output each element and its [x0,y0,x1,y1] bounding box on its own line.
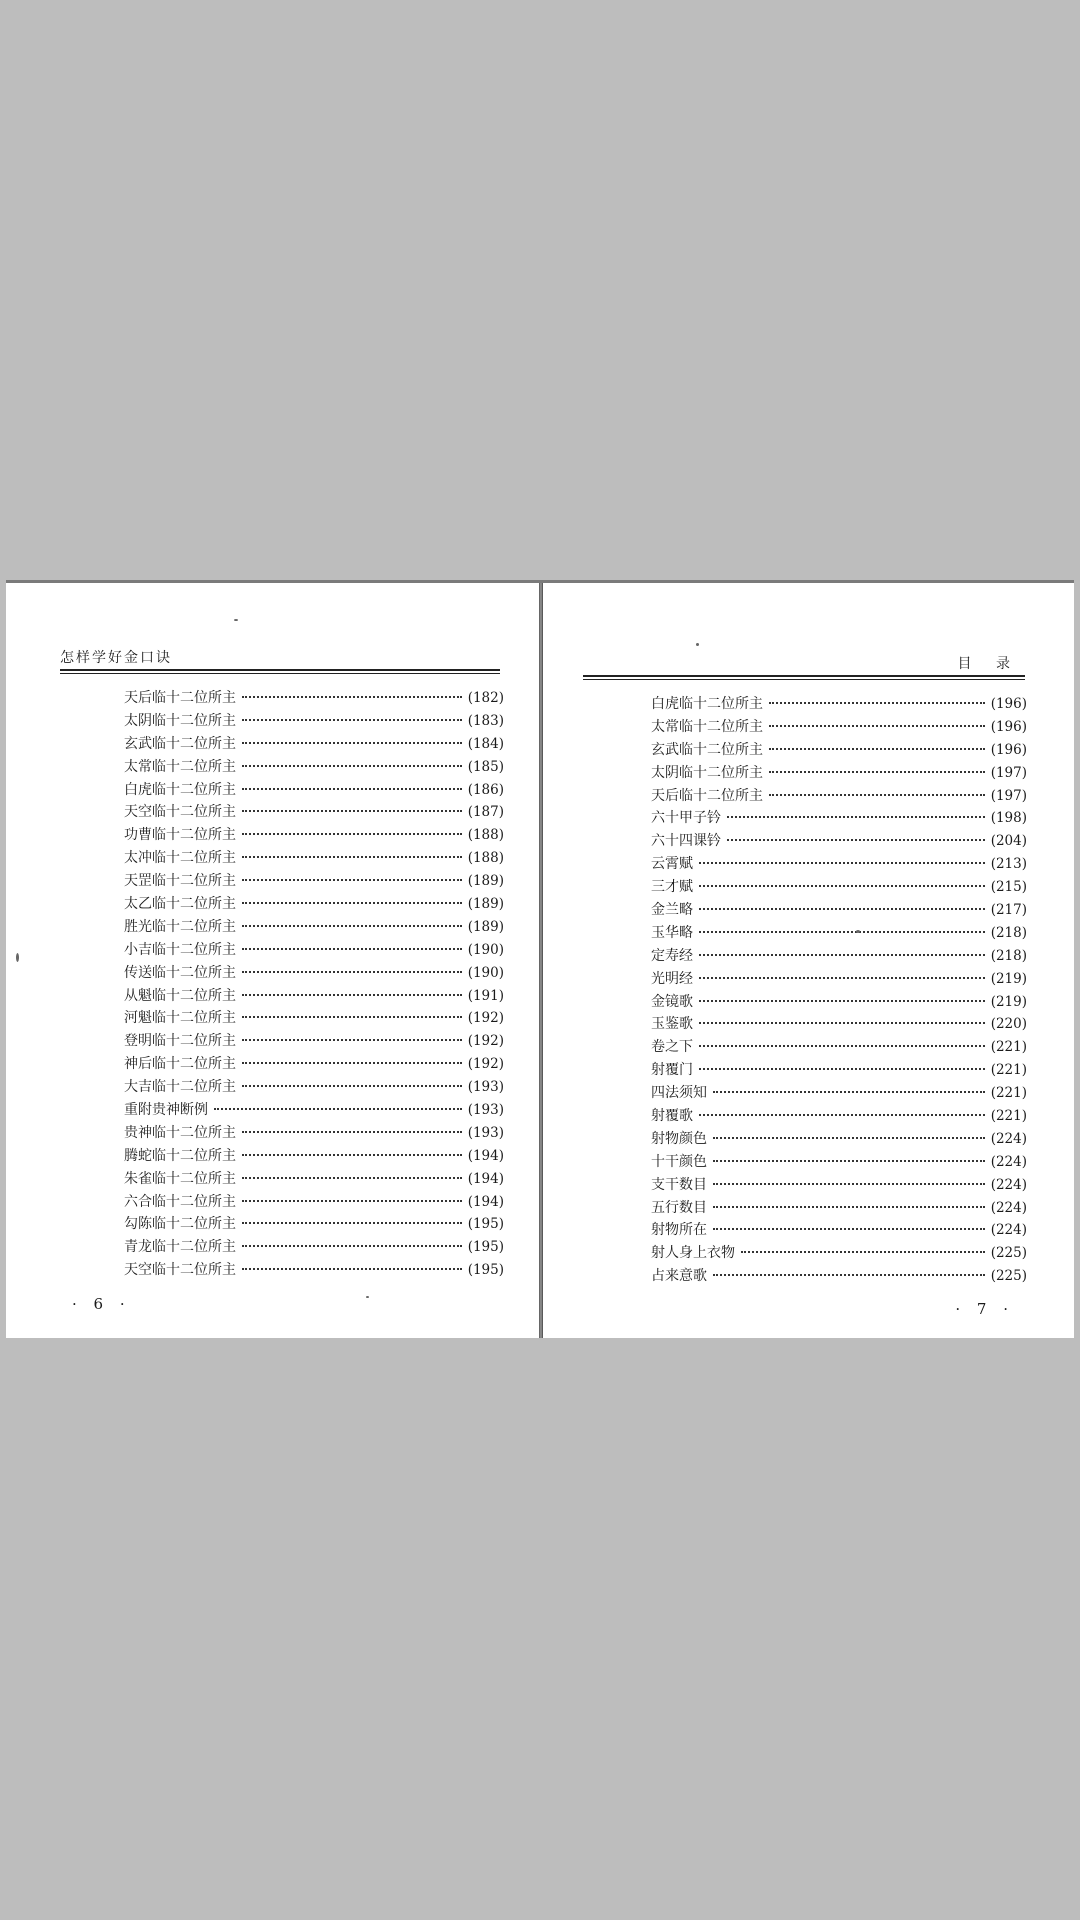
toc-entry-page: (217) [990,902,1027,919]
toc-entry-page: (185) [467,758,504,775]
toc-entry [124,1213,504,1236]
toc-entry-page: (218) [990,924,1027,941]
toc-entry-title: 射物颜色 [651,1130,707,1147]
toc-entry-page: (221) [990,1108,1027,1125]
toc-entry [651,876,1027,899]
toc-entry-title: 天后临十二位所主 [651,787,763,804]
toc-entry-title: 太常临十二位所主 [124,758,236,775]
dot-leader [699,1022,985,1024]
dot-leader [242,1222,462,1224]
toc-entry-page: (219) [990,970,1027,987]
toc-entry-page: (189) [467,918,504,935]
dot-leader [741,1251,985,1253]
toc-entry [651,1265,1027,1288]
dot-leader [713,1274,985,1276]
toc-entry-page: (193) [467,1079,504,1096]
dot-leader [242,902,462,904]
dot-leader [242,765,462,767]
toc-entry-title: 六十四课钤 [651,833,721,850]
dot-leader [242,1062,462,1064]
toc-entry-page: (224) [990,1153,1027,1170]
dot-leader [699,1068,985,1070]
toc-entry-title: 太常临十二位所主 [651,718,763,735]
toc-entry [124,733,504,756]
toc-entry [651,991,1027,1014]
toc-entry-title: 登明临十二位所主 [124,1033,236,1050]
toc-entry-title: 小吉临十二位所主 [124,941,236,958]
toc-entry-page: (195) [467,1262,504,1279]
toc-entry [651,1151,1027,1174]
toc-entry-title: 占来意歌 [651,1268,707,1285]
toc-entry [124,1030,504,1053]
toc-entry [651,1082,1027,1105]
dot-leader [242,788,462,790]
dot-leader [769,748,985,750]
toc-entry [651,1219,1027,1242]
toc-entry-title: 青龙临十二位所主 [124,1239,236,1256]
toc-entry [124,1053,504,1076]
running-head-right: 目 录 [957,656,1020,672]
dot-leader [242,971,462,973]
toc-entry [124,1122,504,1145]
dot-leader [242,810,462,812]
toc-entry-page: (224) [990,1199,1027,1216]
toc-entry [124,1145,504,1168]
toc-entry-page: (225) [990,1268,1027,1285]
toc-entry [124,939,504,962]
dot-leader [699,908,985,910]
dot-leader [242,1154,462,1156]
toc-entry-page: (192) [467,1056,504,1073]
scanned-book-spread [6,580,1074,1338]
toc-entry [651,1013,1027,1036]
dot-leader [242,1039,462,1041]
toc-entry-page: (219) [990,993,1027,1010]
toc-entry-page: (188) [467,827,504,844]
toc-entry-title: 从魁临十二位所主 [124,987,236,1004]
toc-entry-title: 天后临十二位所主 [124,690,236,706]
dot-leader [727,839,985,841]
toc-entry [651,1036,1027,1059]
toc-entry [124,1007,504,1030]
toc-entry-page: (189) [467,873,504,890]
toc-entry-title: 定寿经 [651,947,693,964]
toc-entry-page: (190) [467,941,504,958]
toc-entry-title: 贵神临十二位所主 [124,1124,236,1141]
toc-entry [651,807,1027,830]
toc-entry-title: 天罡临十二位所主 [124,873,236,890]
page-number-left: · 6 · [72,1295,131,1313]
dot-leader [242,1177,462,1179]
dot-leader [699,1045,985,1047]
dot-leader [242,1131,462,1133]
dot-leader [713,1183,985,1185]
toc-entry-title: 三才赋 [651,879,693,896]
toc-entry-page: (220) [990,1016,1027,1033]
toc-list-left [124,687,504,1282]
toc-entry-page: (196) [990,718,1027,735]
toc-entry-title: 十干颜色 [651,1153,707,1170]
toc-entry-page: (218) [990,947,1027,964]
toc-entry-title: 胜光临十二位所主 [124,918,236,935]
toc-entry-title: 重附贵神断例 [124,1102,208,1119]
dot-leader [699,954,985,956]
dot-leader [769,725,985,727]
header-rule-right [583,675,1025,680]
scan-speck [366,1296,369,1298]
toc-entry-title: 太乙临十二位所主 [124,896,236,913]
toc-entry-page: (213) [990,856,1027,873]
dot-leader [242,856,462,858]
toc-entry [124,962,504,985]
toc-entry [651,1059,1027,1082]
toc-entry-title: 金镜歌 [651,993,693,1010]
dot-leader [242,742,462,744]
toc-entry-title: 五行数目 [651,1199,707,1216]
scan-speck [856,930,860,933]
dot-leader [699,862,985,864]
toc-entry [651,853,1027,876]
dot-leader [242,1268,462,1270]
dot-leader [769,794,985,796]
toc-entry-page: (189) [467,896,504,913]
toc-entry-page: (197) [990,787,1027,804]
toc-entry-title: 六合临十二位所主 [124,1193,236,1210]
toc-entry-title: 金兰略 [651,902,693,919]
toc-entry-page: (190) [467,964,504,981]
dot-leader [713,1228,985,1230]
toc-list-right [651,693,1027,1288]
toc-entry-page: (221) [990,1039,1027,1056]
toc-entry [124,916,504,939]
toc-entry [124,847,504,870]
toc-entry [651,830,1027,853]
dot-leader [242,1085,462,1087]
toc-entry [651,1128,1027,1151]
toc-entry-page: (196) [990,741,1027,758]
dot-leader [699,885,985,887]
toc-entry-title: 白虎临十二位所主 [124,781,236,798]
toc-entry [651,739,1027,762]
toc-entry-title: 勾陈临十二位所主 [124,1216,236,1233]
toc-entry [651,899,1027,922]
toc-entry [651,785,1027,808]
toc-entry [651,968,1027,991]
toc-entry-title: 神后临十二位所主 [124,1056,236,1073]
toc-entry-page: (183) [467,712,504,729]
dot-leader [699,931,985,933]
toc-entry-title: 腾蛇临十二位所主 [124,1147,236,1164]
toc-entry-page: (187) [467,804,504,821]
toc-entry [651,716,1027,739]
toc-entry-page: (186) [467,781,504,798]
left-page [6,583,539,1338]
right-page [543,583,1074,1338]
toc-entry-page: (197) [990,764,1027,781]
toc-entry-title: 太阴临十二位所主 [124,712,236,729]
toc-entry-page: (192) [467,1010,504,1027]
toc-entry-title: 玄武临十二位所主 [651,741,763,758]
dot-leader [242,1016,462,1018]
toc-entry [124,801,504,824]
toc-entry-title: 天空临十二位所主 [124,1262,236,1279]
toc-entry [124,824,504,847]
toc-entry-title: 太阴临十二位所主 [651,764,763,781]
toc-entry-page: (195) [467,1239,504,1256]
scan-speck [16,953,19,962]
toc-entry-title: 云霄赋 [651,856,693,873]
toc-entry-title: 四法须知 [651,1085,707,1102]
toc-entry-title: 射覆门 [651,1062,693,1079]
dot-leader [713,1206,985,1208]
toc-entry-page: (196) [990,696,1027,712]
toc-entry-page: (224) [990,1130,1027,1147]
toc-entry [651,1174,1027,1197]
toc-entry-title: 玉鉴歌 [651,1016,693,1033]
toc-entry [124,1259,504,1282]
toc-entry-title: 朱雀临十二位所主 [124,1170,236,1187]
toc-entry-page: (184) [467,735,504,752]
toc-entry-title: 卷之下 [651,1039,693,1056]
toc-entry-title: 光明经 [651,970,693,987]
toc-entry [124,870,504,893]
dot-leader [727,816,985,818]
toc-entry [124,1236,504,1259]
dot-leader [242,719,462,721]
toc-entry-page: (194) [467,1170,504,1187]
dot-leader [713,1091,985,1093]
toc-entry-page: (198) [990,810,1027,827]
dot-leader [242,948,462,950]
dot-leader [214,1108,462,1110]
toc-entry [124,779,504,802]
dot-leader [242,1245,462,1247]
dot-leader [713,1137,985,1139]
toc-entry [124,756,504,779]
toc-entry-title: 六十甲子钤 [651,810,721,827]
toc-entry-page: (224) [990,1222,1027,1239]
dot-leader [769,702,985,704]
toc-entry [124,687,504,710]
toc-entry-page: (215) [990,879,1027,896]
toc-entry-title: 射人身上衣物 [651,1245,735,1262]
toc-entry [651,1242,1027,1265]
toc-entry-title: 白虎临十二位所主 [651,696,763,712]
toc-entry [124,1099,504,1122]
dot-leader [242,925,462,927]
toc-entry-page: (221) [990,1062,1027,1079]
toc-entry-page: (221) [990,1085,1027,1102]
dot-leader [769,771,985,773]
dot-leader [699,1114,985,1116]
toc-entry-title: 射覆歌 [651,1108,693,1125]
toc-entry [651,1105,1027,1128]
toc-entry-page: (224) [990,1176,1027,1193]
toc-entry-title: 射物所在 [651,1222,707,1239]
toc-entry-page: (182) [467,690,504,706]
toc-entry [124,893,504,916]
toc-entry [651,1197,1027,1220]
running-head-left: 怎样学好金口诀 [60,650,172,666]
toc-entry-page: (191) [467,987,504,1004]
toc-entry-page: (188) [467,850,504,867]
scan-speck [234,619,238,621]
toc-entry [651,693,1027,716]
toc-entry [124,1076,504,1099]
toc-entry-title: 河魁临十二位所主 [124,1010,236,1027]
header-rule-left [60,669,500,674]
dot-leader [242,833,462,835]
toc-entry-title: 玄武临十二位所主 [124,735,236,752]
toc-entry-page: (195) [467,1216,504,1233]
toc-entry [124,710,504,733]
toc-entry-page: (194) [467,1193,504,1210]
toc-entry-page: (204) [990,833,1027,850]
toc-entry [124,985,504,1008]
toc-entry-title: 天空临十二位所主 [124,804,236,821]
toc-entry-title: 玉华略 [651,924,693,941]
toc-entry-title: 大吉临十二位所主 [124,1079,236,1096]
toc-entry-title: 太冲临十二位所主 [124,850,236,867]
toc-entry-page: (193) [467,1102,504,1119]
page-number-right: · 7 · [955,1300,1014,1318]
toc-entry [124,1168,504,1191]
dot-leader [699,977,985,979]
toc-entry-page: (194) [467,1147,504,1164]
toc-entry-title: 功曹临十二位所主 [124,827,236,844]
dot-leader [242,994,462,996]
toc-entry [651,762,1027,785]
toc-entry-title: 传送临十二位所主 [124,964,236,981]
dot-leader [242,696,462,698]
toc-entry-page: (225) [990,1245,1027,1262]
dot-leader [699,1000,985,1002]
toc-entry [651,922,1027,945]
toc-entry-page: (192) [467,1033,504,1050]
dot-leader [242,1200,462,1202]
dot-leader [713,1160,985,1162]
toc-entry [651,945,1027,968]
toc-entry-title: 支干数目 [651,1176,707,1193]
toc-entry [124,1191,504,1214]
dot-leader [242,879,462,881]
toc-entry-page: (193) [467,1124,504,1141]
scan-speck [696,643,699,646]
